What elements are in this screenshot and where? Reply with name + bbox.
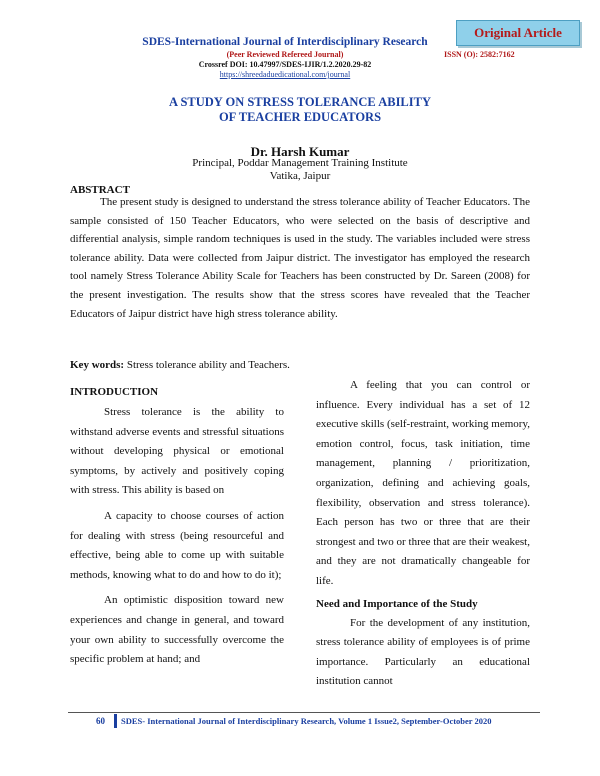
paper-title xyxy=(0,95,600,125)
left-column xyxy=(70,386,284,676)
page-number: 60 xyxy=(96,716,105,726)
paper-title-line-2: OF TEACHER EDUCATORS xyxy=(218,110,382,124)
introduction-heading: INTRODUCTION xyxy=(70,386,159,398)
peer-reviewed-label: (Peer Reviewed Refereed Journal) xyxy=(226,50,344,59)
intro-paragraph-3: An optimistic disposition toward new experiences and change in general, and toward your own ability to successfully overcome the specific problem at hand; and xyxy=(70,594,284,666)
author-affiliation-line-2: Vatika, Jaipur xyxy=(269,170,331,182)
issn: ISSN (O): 2582:7162 xyxy=(444,50,515,59)
right-paragraph-1: A feeling that you can control or influence. Every individual has a set of 12 executive skills (self-restraint, working memory, emotion control, focus, task initiation, time management, planning / prioritization, organization, defining and achieving goals, flexibility, observation and stress tolerance). Each person has two or three that are their strongest and two or three that are their weakest, and they are not dramatically changeable for life. xyxy=(316,379,530,587)
journal-title: SDES-International Journal of Interdisciplinary Research xyxy=(142,36,428,48)
right-column xyxy=(316,376,530,698)
footer-separator-bar xyxy=(114,714,117,728)
intro-paragraph-1: Stress tolerance is the ability to withstand adverse events and stressful situations without developing physical or emotional symptoms, by actively and positively coping with stress. This ability is based on xyxy=(70,406,284,497)
crossref-doi: Crossref DOI: 10.47997/SDES-IJIR/1.2.2020.29-82 xyxy=(198,60,372,69)
keywords-label: Key words: xyxy=(70,359,125,371)
right-paragraph-2: For the development of any institution, stress tolerance ability of employees is of prime importance. Particularly an educational institution cannot xyxy=(316,616,530,688)
abstract-heading: ABSTRACT xyxy=(70,184,130,196)
author-name: Dr. Harsh Kumar xyxy=(250,144,350,159)
intro-paragraph-2: A capacity to choose courses of action for dealing with stress (being resourceful and effective, being able to come up with suitable methods, knowing what to do and how to do it); xyxy=(70,509,284,581)
footer-citation: SDES- International Journal of Interdisciplinary Research, Volume 1 Issue2, September-October 2020 xyxy=(121,716,492,726)
author-affiliation-line-1: Principal, Poddar Management Training Institute xyxy=(192,157,408,169)
footer-divider xyxy=(68,712,540,713)
keywords-text: Stress tolerance ability and Teachers. xyxy=(126,359,290,371)
need-importance-heading: Need and Importance of the Study xyxy=(316,597,478,610)
abstract-text: The present study is designed to understand the stress tolerance ability of Teacher Educators. The sample consisted of 150 Teacher Educators, who were selected on the basis of descriptive and differential analysis, simple random techniques is used in the study. The variables included were stress tolerance ability. Data were collected from Jaipur district. The investigator has employed the research tool namely Stress Tolerance Ability Scale for Teachers has been constructed by Dr. Sareen (2008) for the present investigation. The results show that the stress scores have revealed that the Teacher Educators of Jaipur district have high stress tolerance ability. xyxy=(70,196,530,320)
original-article-badge: Original Article xyxy=(456,20,580,46)
paper-title-line-1: A STUDY ON STRESS TOLERANCE ABILITY xyxy=(168,95,431,109)
journal-url-link[interactable]: https://shreedaduedicational.com/journal xyxy=(219,70,351,79)
keywords xyxy=(70,359,530,371)
